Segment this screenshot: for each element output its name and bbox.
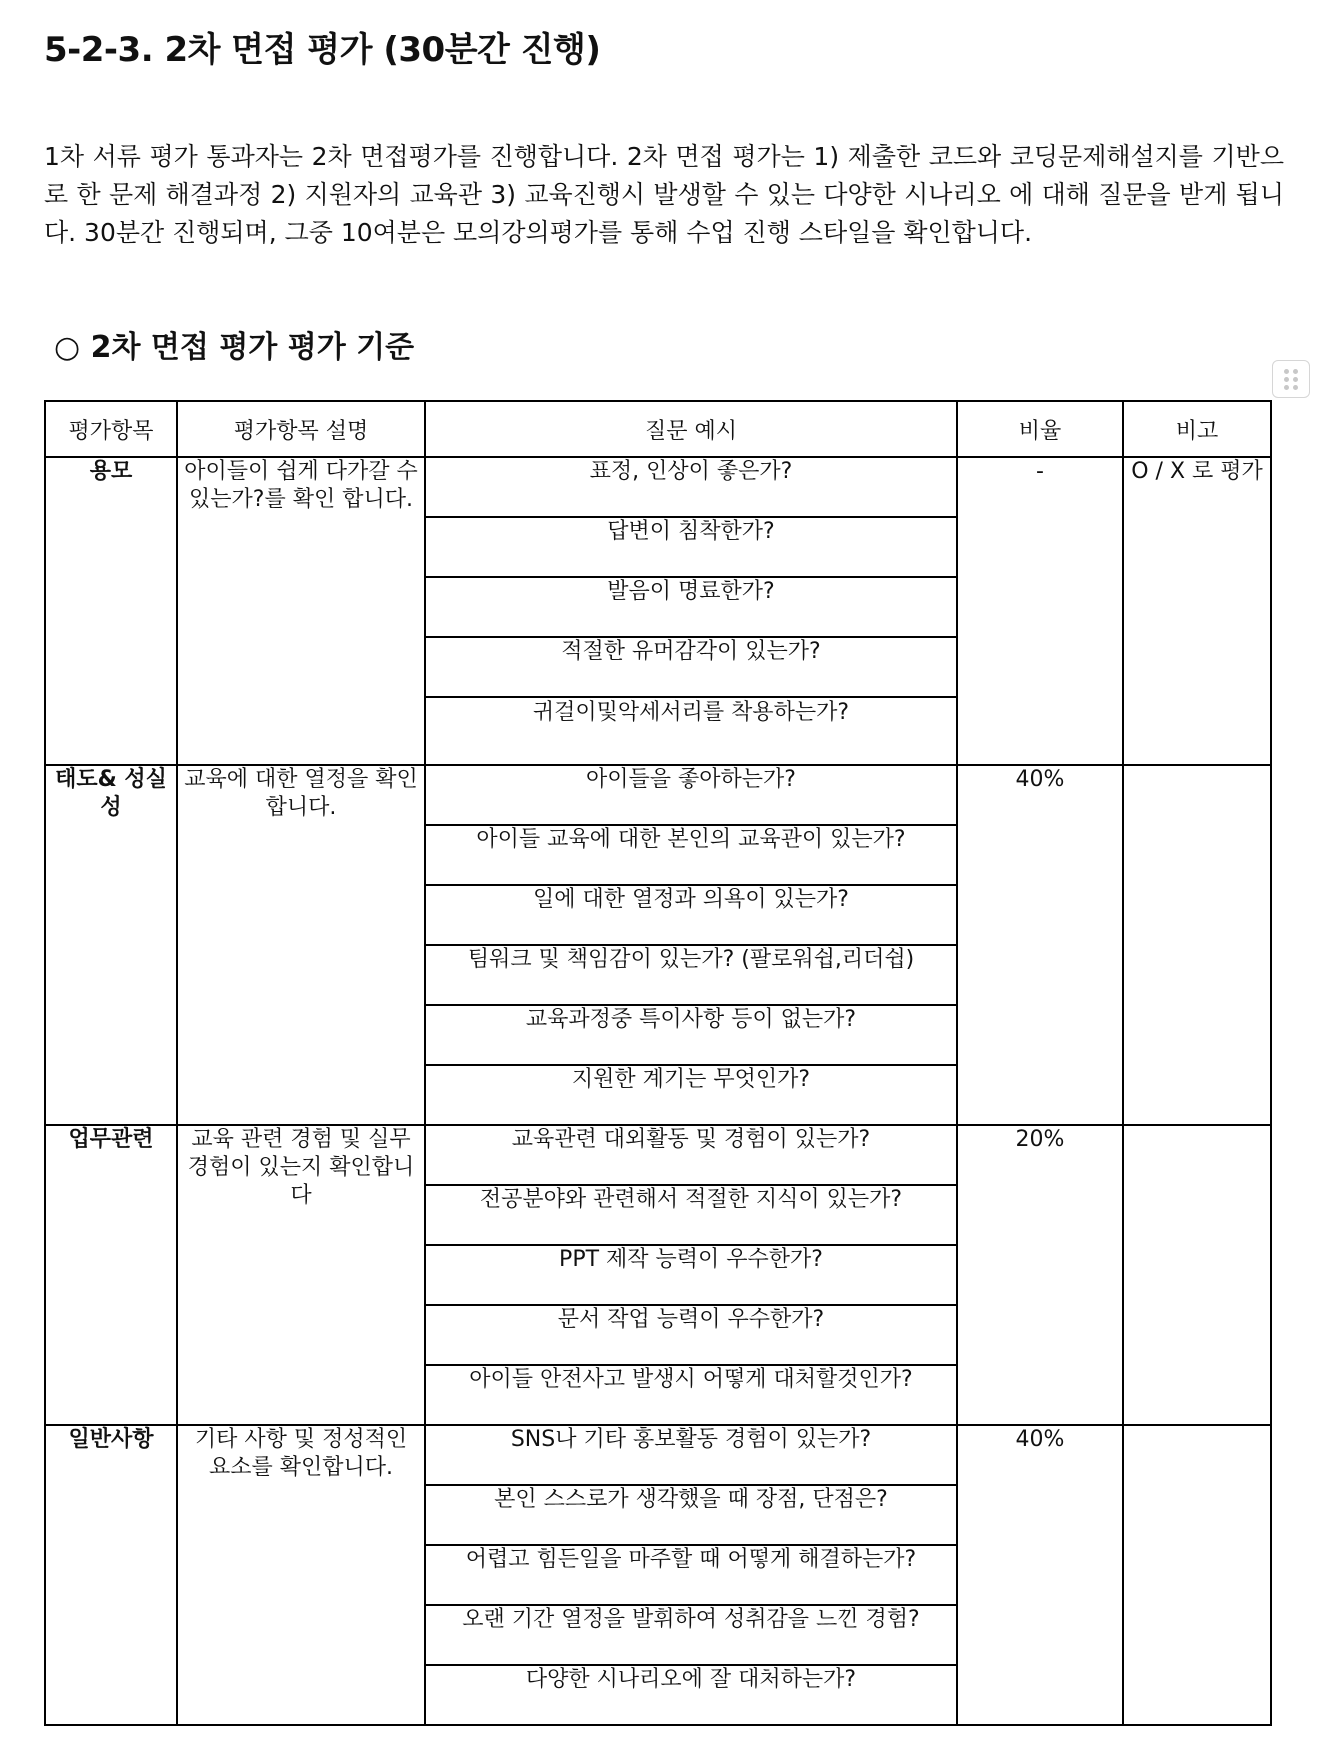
question-cell: 본인 스스로가 생각했을 때 장점, 단점은? (425, 1485, 957, 1545)
description-cell: 교육 관련 경험 및 실무경험이 있는지 확인합니다 (177, 1125, 425, 1425)
page-title: 5-2-3. 2차 면접 평가 (30분간 진행) (44, 30, 601, 70)
description-cell: 아이들이 쉽게 다가갈 수 있는가?를 확인 합니다. (177, 457, 425, 765)
header-description: 평가항목 설명 (177, 401, 425, 457)
description-cell: 교육에 대한 열정을 확인합니다. (177, 765, 425, 1125)
header-category: 평가항목 (45, 401, 177, 457)
note-cell (1123, 1125, 1271, 1425)
question-cell: 다양한 시나리오에 잘 대처하는가? (425, 1665, 957, 1725)
question-cell: 오랜 기간 열정을 발휘하여 성취감을 느낀 경험? (425, 1605, 957, 1665)
question-cell: PPT 제작 능력이 우수한가? (425, 1245, 957, 1305)
category-cell: 용모 (45, 457, 177, 765)
table-header-row (45, 401, 1271, 457)
question-cell: 팀워크 및 책임감이 있는가? (팔로워쉽,리더쉽) (425, 945, 957, 1005)
table-row (45, 1425, 1271, 1485)
question-cell: 적절한 유머감각이 있는가? (425, 637, 957, 697)
question-cell: 문서 작업 능력이 우수한가? (425, 1305, 957, 1365)
question-cell: 전공분야와 관련해서 적절한 지식이 있는가? (425, 1185, 957, 1245)
intro-paragraph: 1차 서류 평가 통과자는 2차 면접평가를 진행합니다. 2차 면접 평가는 1) 제출한 코드와 코딩문제해설지를 기반으로 한 문제 해결과정 2) 지원자의 교육관 3) 교육진행시 발생할 수 있는 다양한 시나리오 에 대해 질문을 받게 됩니다. 30분간 진행되며, 그중 10여분은 모의강의평가를 통해 수업 진행 스타일을 확인합니다. (44, 142, 1284, 247)
question-cell: 아이들 안전사고 발생시 어떻게 대처할것인가? (425, 1365, 957, 1425)
header-questions: 질문 예시 (425, 401, 957, 457)
ratio-cell: 40% (957, 1425, 1123, 1725)
category-cell: 태도& 성실성 (45, 765, 177, 1125)
question-cell: 교육관련 대외활동 및 경험이 있는가? (425, 1125, 957, 1185)
table-row (45, 1125, 1271, 1185)
question-cell: 교육과정중 특이사항 등이 없는가? (425, 1005, 957, 1065)
note-cell (1123, 765, 1271, 1125)
question-cell: 일에 대한 열정과 의욕이 있는가? (425, 885, 957, 945)
question-cell: 아이들을 좋아하는가? (425, 765, 957, 825)
description-cell: 기타 사항 및 정성적인 요소를 확인합니다. (177, 1425, 425, 1725)
table-row (45, 457, 1271, 517)
category-cell: 일반사항 (45, 1425, 177, 1725)
question-cell: 귀걸이및악세서리를 착용하는가? (425, 697, 957, 765)
question-cell: 어렵고 힘든일을 마주할 때 어떻게 해결하는가? (425, 1545, 957, 1605)
ratio-cell: 20% (957, 1125, 1123, 1425)
question-cell: 지원한 계기는 무엇인가? (425, 1065, 957, 1125)
question-cell: 답변이 침착한가? (425, 517, 957, 577)
question-cell: 표정, 인상이 좋은가? (425, 457, 957, 517)
question-cell: 발음이 명료한가? (425, 577, 957, 637)
question-cell: 아이들 교육에 대한 본인의 교육관이 있는가? (425, 825, 957, 885)
table-row (45, 765, 1271, 825)
header-ratio: 비율 (957, 401, 1123, 457)
category-cell: 업무관련 (45, 1125, 177, 1425)
question-cell: SNS나 기타 홍보활동 경험이 있는가? (425, 1425, 957, 1485)
criteria-table (44, 400, 1272, 1726)
section-subtitle: ○ 2차 면접 평가 평가 기준 (54, 330, 415, 365)
note-cell: O / X 로 평가 (1123, 457, 1271, 765)
drag-handle-icon[interactable] (1272, 360, 1310, 398)
header-note: 비고 (1123, 401, 1271, 457)
note-cell (1123, 1425, 1271, 1725)
ratio-cell: 40% (957, 765, 1123, 1125)
ratio-cell: - (957, 457, 1123, 765)
